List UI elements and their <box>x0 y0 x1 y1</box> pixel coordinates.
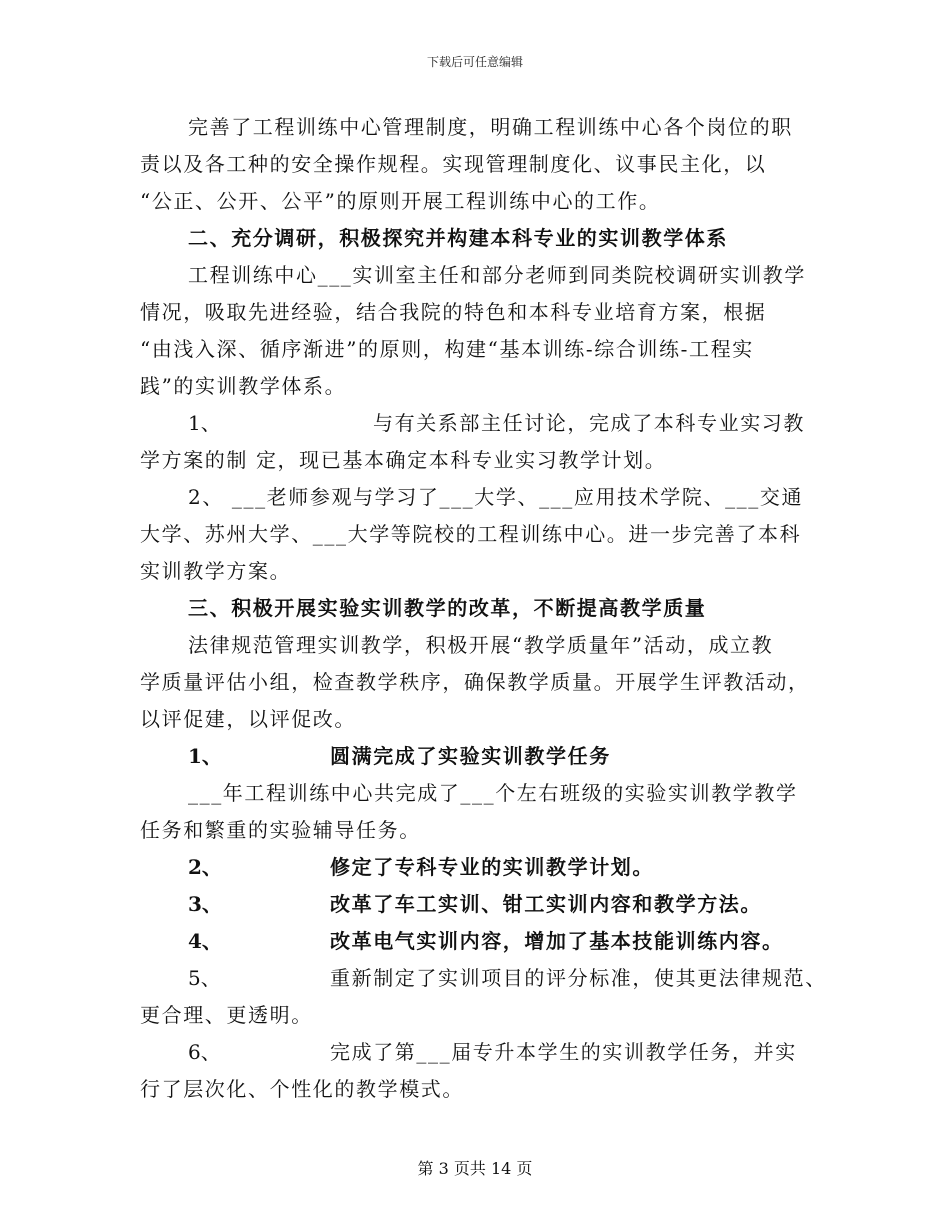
paragraph-line: 责以及各工种的安全操作规程。实现管理制度化、议事民主化，以 <box>140 152 767 176</box>
list-item-text: 实训教学方案。 <box>140 559 292 583</box>
paragraph-line: 工程训练中心___实训室主任和部分老师到同类院校调研实训教学 <box>188 263 806 287</box>
paragraph-line: “公正、公开、公平”的原则开展工程训练中心的工作。 <box>140 189 661 213</box>
list-number: 5、 <box>188 966 221 990</box>
list-item-text: 行了层次化、个性化的教学模式。 <box>140 1077 464 1101</box>
page-header-note: 下载后可任意编辑 <box>426 55 523 69</box>
list-item-heading: 改革了车工实训、钳工实训内容和教学方法。 <box>330 892 762 916</box>
list-item-heading: 改革电气实训内容，增加了基本技能训练内容。 <box>330 929 784 953</box>
list-item-text: 2、 ___老师参观与学习了___大学、___应用技术学院、___交通 <box>188 485 804 509</box>
list-item-text: 学方案的制 定，现已基本确定本科专业实习教学计划。 <box>140 448 667 472</box>
section-heading-2: 二、充分调研，积极探究并构建本科专业的实训教学体系 <box>188 226 728 250</box>
paragraph-line: ___年工程训练中心共完成了___个左右班级的实验实训教学教学 <box>188 781 798 805</box>
list-item-heading: 圆满完成了实验实训教学任务 <box>330 744 611 768</box>
paragraph-line: “由浅入深、循序渐进”的原则，构建“基本训练-综合训练-工程实 <box>140 337 754 361</box>
list-number: 6、 <box>188 1040 221 1064</box>
list-number: 3、 <box>188 892 222 916</box>
paragraph-line: 完善了工程训练中心管理制度，明确工程训练中心各个岗位的职 <box>188 115 793 139</box>
list-item-text: 完成了第___届专升本学生的实训教学任务，并实 <box>330 1040 797 1064</box>
paragraph-line: 情况，吸取先进经验，结合我院的特色和本科专业培育方案，根据 <box>140 300 767 324</box>
paragraph-line: 学质量评估小组，检查教学秩序，确保教学质量。开展学生评教活动， <box>140 670 810 694</box>
paragraph-line: 任务和繁重的实验辅导任务。 <box>140 818 421 842</box>
list-item-heading: 修定了专科专业的实训教学计划。 <box>330 855 654 879</box>
paragraph-line: 以评促建，以评促改。 <box>140 707 356 731</box>
paragraph-line: 践”的实训教学体系。 <box>140 374 347 398</box>
list-number: 4、 <box>188 929 222 953</box>
list-number: 2、 <box>188 855 222 879</box>
list-number: 1、 <box>188 411 221 435</box>
list-item-text: 更合理、更透明。 <box>140 1003 313 1027</box>
paragraph-line: 法律规范管理实训教学，积极开展“教学质量年”活动，成立教 <box>188 633 774 657</box>
section-heading-3: 三、积极开展实验实训教学的改革，不断提高教学质量 <box>188 596 707 620</box>
list-number: 1、 <box>188 744 222 768</box>
list-item-text: 重新制定了实训项目的评分标准，使其更法律规范、 <box>330 966 827 990</box>
page-footer-number: 第 3 页共 14 页 <box>417 1159 533 1178</box>
list-item-text: 与有关系部主任讨论，完成了本科专业实习教 <box>373 411 805 435</box>
list-item-text: 大学、苏州大学、___大学等院校的工程训练中心。进一步完善了本科 <box>140 522 802 546</box>
